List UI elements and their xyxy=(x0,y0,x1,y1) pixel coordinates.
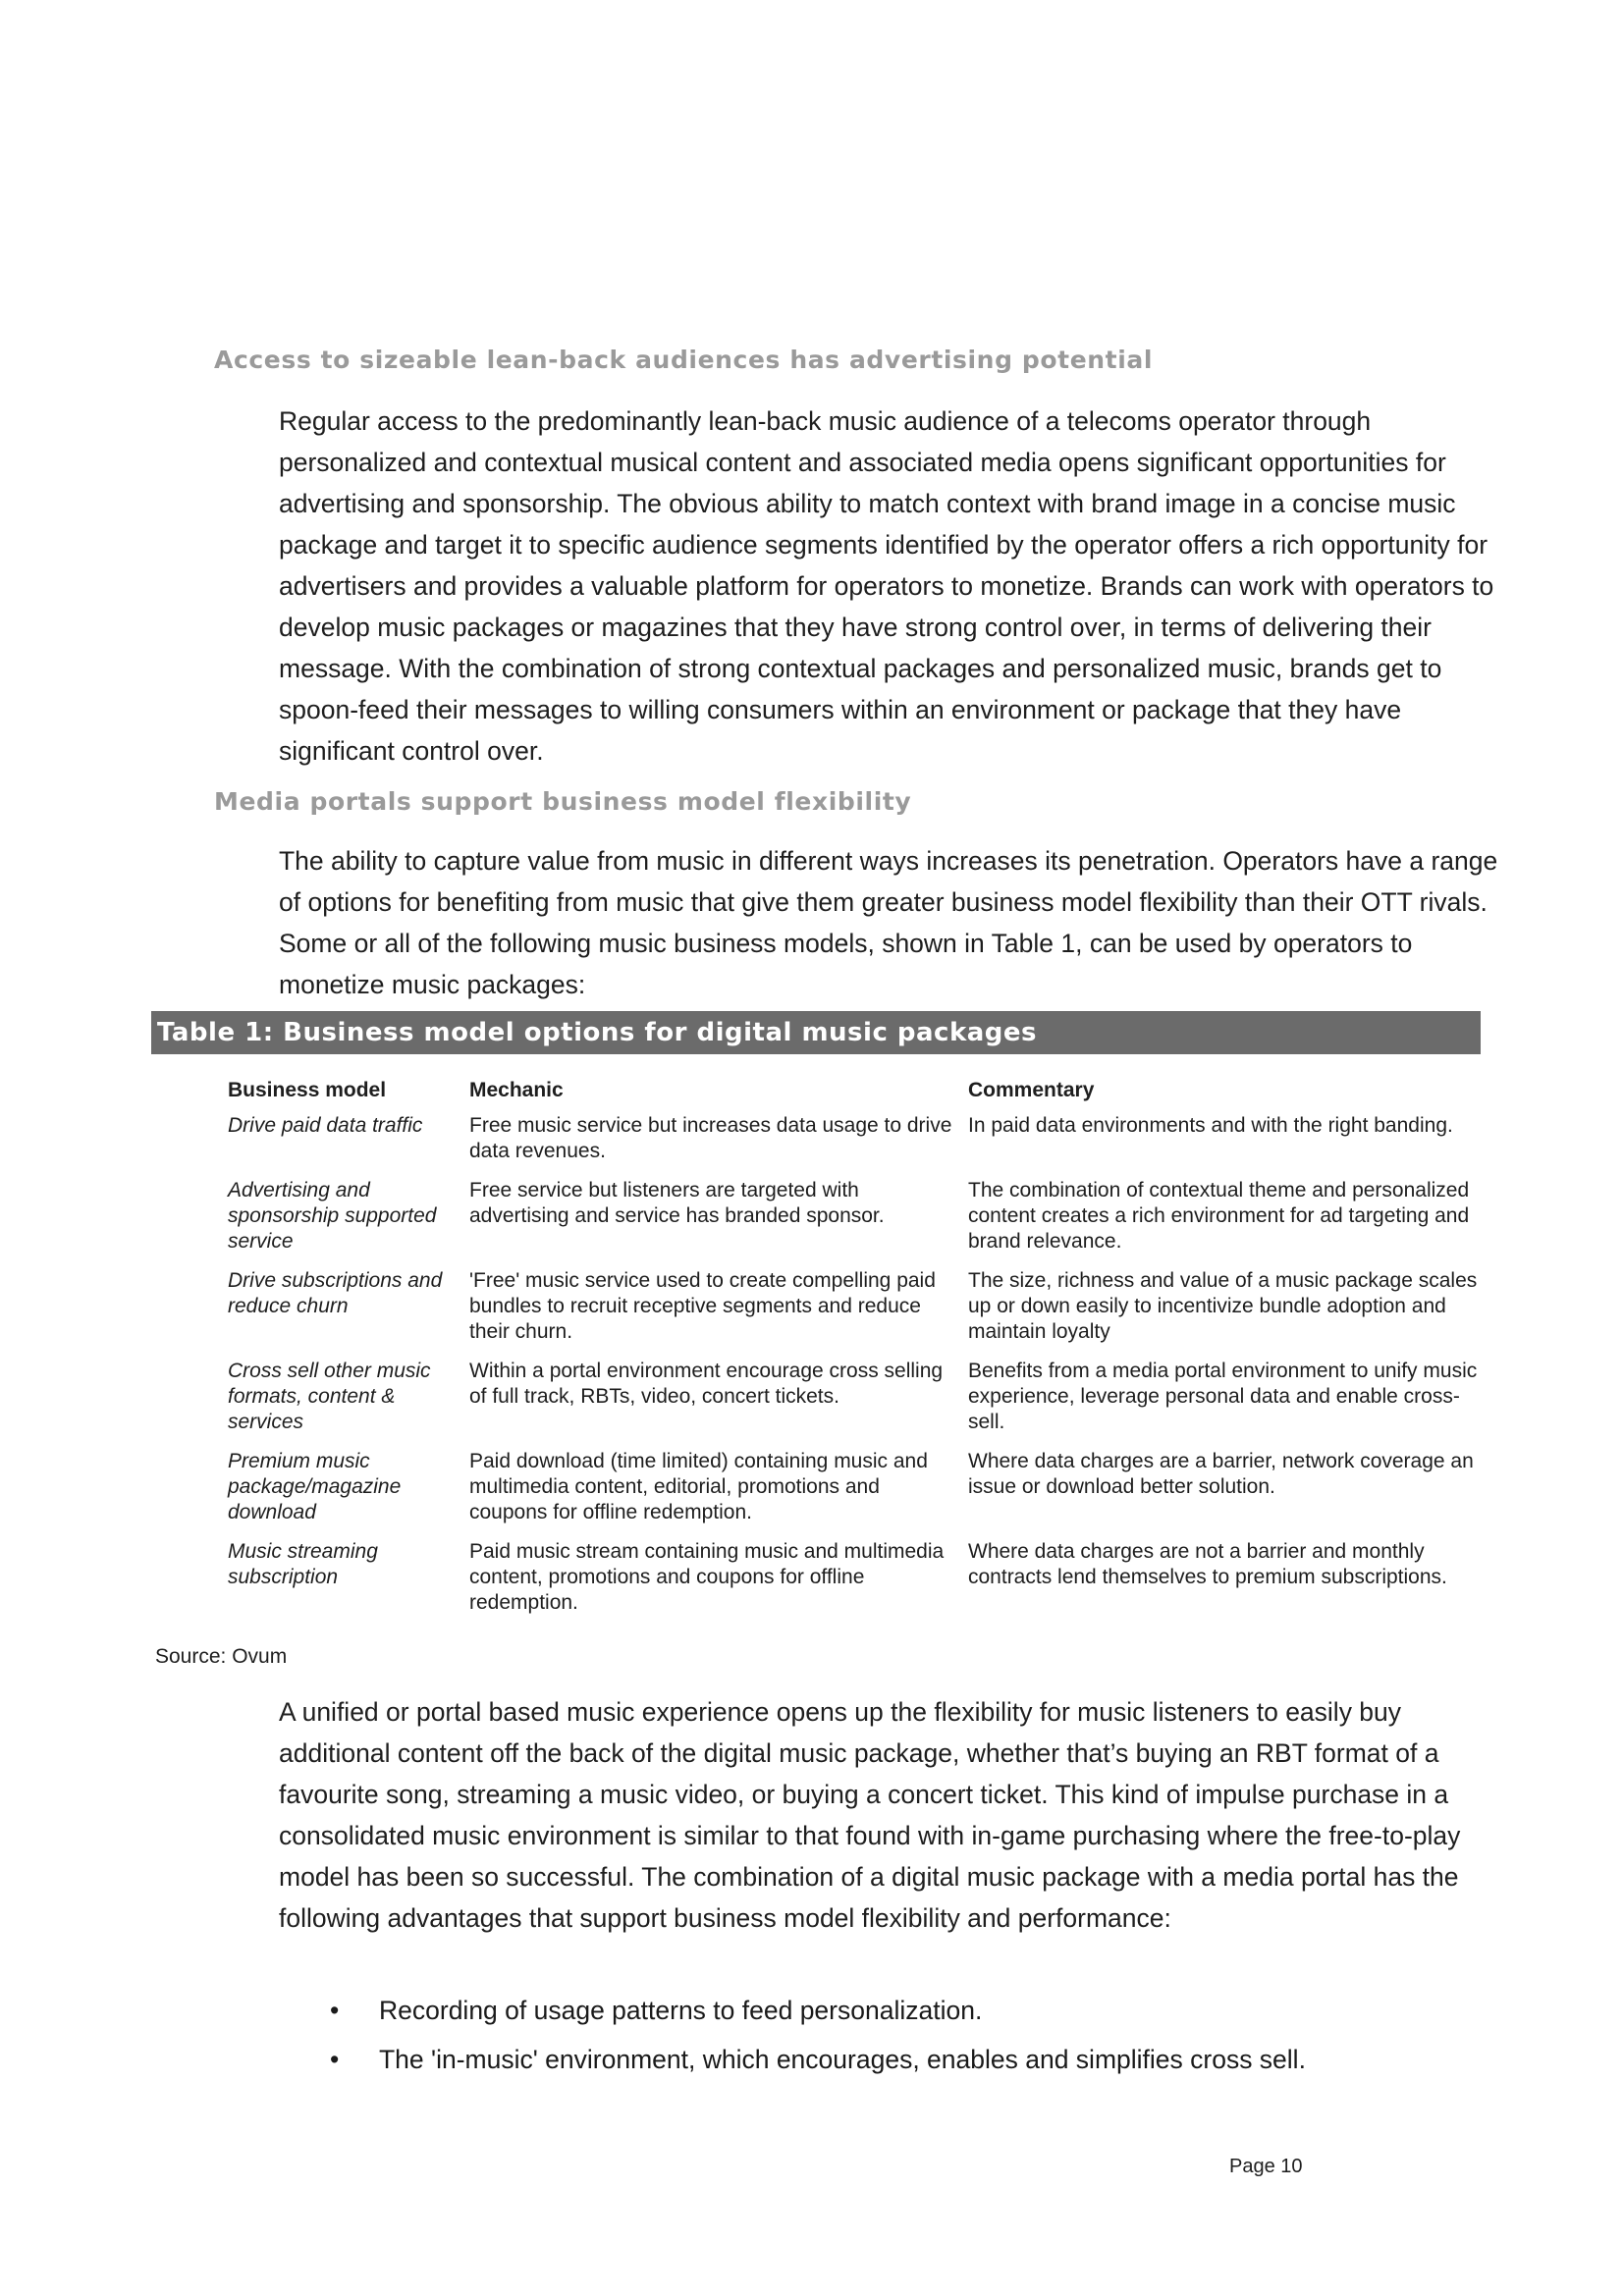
list-item xyxy=(330,1990,1306,2031)
cell-commentary: Where data charges are a barrier, network coverage an issue or download better solution. xyxy=(968,1450,1474,1498)
header-mechanic: Mechanic xyxy=(469,1079,564,1101)
list-item-text: The 'in-music' environment, which encourages, enables and simplifies cross sell. xyxy=(379,2045,1306,2074)
table-header-row xyxy=(222,1078,1488,1113)
cell-model: Music streaming subscription xyxy=(228,1540,378,1588)
cell-model: Premium music package/magazine download xyxy=(228,1450,402,1523)
table-row xyxy=(222,1113,1488,1178)
table-row xyxy=(222,1178,1488,1268)
cell-mechanic: Free service but listeners are targeted with advertising and service has branded sponsor. xyxy=(469,1179,885,1227)
cell-commentary: Where data charges are not a barrier and monthly contracts lend themselves to premium subscriptions. xyxy=(968,1540,1447,1588)
list-item xyxy=(330,2039,1306,2080)
section-heading-business-model: Media portals support business model flexibility xyxy=(214,787,912,816)
header-business-model: Business model xyxy=(228,1079,387,1101)
header-commentary: Commentary xyxy=(968,1079,1095,1101)
list-item-text: Recording of usage patterns to feed personalization. xyxy=(379,1996,983,2025)
cell-mechanic: Paid download (time limited) containing music and multimedia content, editorial, promotions and coupons for offline redemption. xyxy=(469,1450,928,1523)
cell-commentary: The size, richness and value of a music package scales up or down easily to incentivize bundle adoption and maintain loyalty xyxy=(968,1269,1478,1343)
cell-commentary: In paid data environments and with the right banding. xyxy=(968,1114,1453,1137)
table-source: Source: Ovum xyxy=(155,1645,288,1668)
cell-commentary: Benefits from a media portal environment to unify music experience, leverage personal data and enable cross-sell. xyxy=(968,1360,1478,1433)
section-heading-advertising: Access to sizeable lean-back audiences has advertising potential xyxy=(214,346,1154,374)
cell-model: Drive subscriptions and reduce churn xyxy=(228,1269,443,1317)
paragraph-business-model: The ability to capture value from music in different ways increases its penetration. Operators have a range of options for benefiting from music that give them greater business model flexibility than their OTT rivals. Some or all of the following music business models, shown in Table 1, can be used by operators to monetize music packages: xyxy=(279,846,1498,999)
table-title: Table 1: Business model options for digital music packages xyxy=(151,1011,1481,1054)
table-row xyxy=(222,1449,1488,1539)
cell-model: Advertising and sponsorship supported service xyxy=(228,1179,437,1253)
advantages-list xyxy=(330,1990,1306,2088)
bullet-icon: • xyxy=(330,1996,340,2025)
cell-commentary: The combination of contextual theme and personalized content creates a rich environment for ad targeting and brand relevance. xyxy=(968,1179,1470,1253)
bullet-icon: • xyxy=(330,2045,340,2074)
cell-model: Drive paid data traffic xyxy=(228,1114,423,1137)
page-number: Page 10 xyxy=(1229,2156,1303,2177)
table-row xyxy=(222,1359,1488,1449)
cell-mechanic: Free music service but increases data usage to drive data revenues. xyxy=(469,1114,952,1162)
table-row xyxy=(222,1268,1488,1359)
table-row xyxy=(222,1539,1488,1629)
cell-mechanic: Paid music stream containing music and multimedia content, promotions and coupons for offline redemption. xyxy=(469,1540,945,1614)
cell-mechanic: Within a portal environment encourage cross selling of full track, RBTs, video, concert tickets. xyxy=(469,1360,944,1408)
cell-model: Cross sell other music formats, content & services xyxy=(228,1360,431,1433)
paragraph-portal-experience: A unified or portal based music experience opens up the flexibility for music listeners to easily buy additional content off the back of the digital music package, whether that’s buying an RBT format of a favourite song, streaming a music video, or buying a concert ticket. This kind of impulse purchase in a consolidated music environment is similar to that found with in-game purchasing where the free-to-play model has been so successful. The combination of a digital music package with a media portal has the following advantages that support business model flexibility and performance: xyxy=(279,1697,1461,1933)
business-model-table xyxy=(222,1078,1488,1629)
paragraph-advertising: Regular access to the predominantly lean-back music audience of a telecoms operator through personalized and contextual musical content and associated media opens significant opportunities for advertising and sponsorship. The obvious ability to match context with brand image in a concise music package and target it to specific audience segments identified by the operator offers a rich opportunity for advertisers and provides a valuable platform for operators to monetize. Brands can work with operators to develop music packages or magazines that they have strong control over, in terms of delivering their message. With the combination of strong contextual packages and personalized music, brands get to spoon-feed their messages to willing consumers within an environment or package that they have significant control over. xyxy=(279,406,1494,766)
cell-mechanic: 'Free' music service used to create compelling paid bundles to recruit receptive segments and reduce their churn. xyxy=(469,1269,936,1343)
